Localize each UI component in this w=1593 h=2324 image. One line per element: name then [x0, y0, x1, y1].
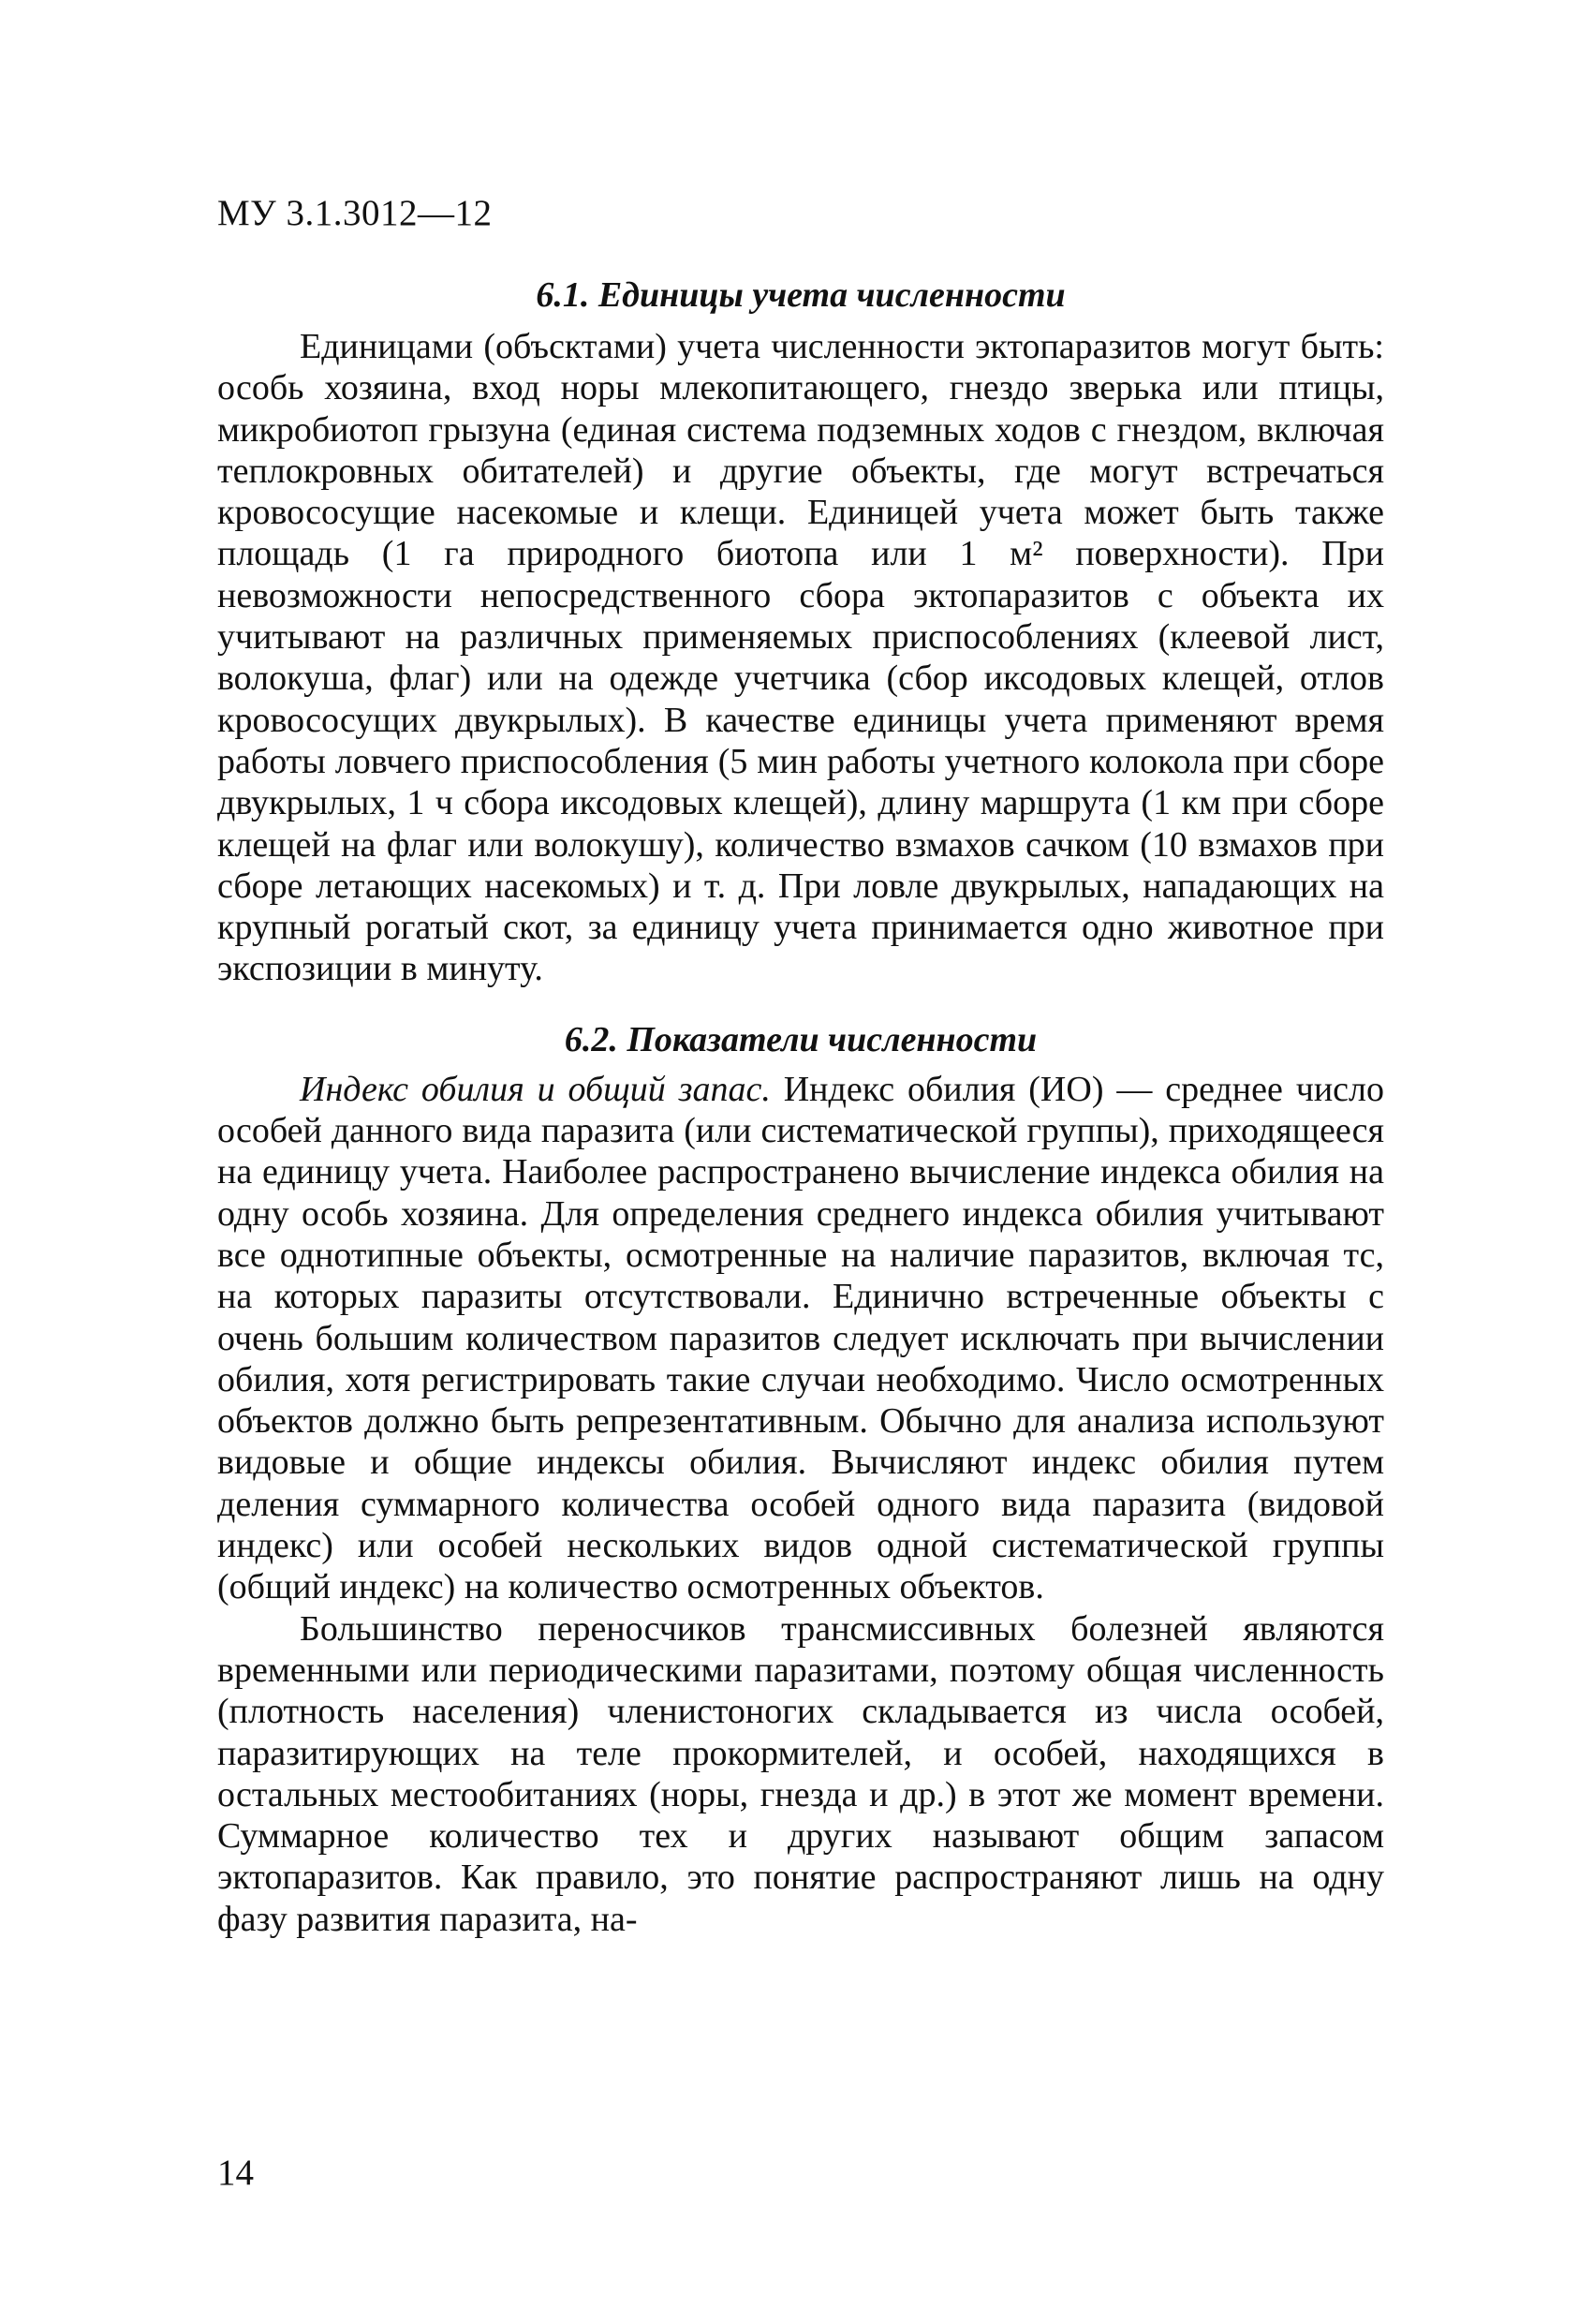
section-6-2-title: 6.2. Показатели численности — [564, 1019, 1038, 1059]
section-6-2-paragraph-2: Большинство переносчиков трансмиссивных болезней являются временными или периодическими паразитами, поэтому общая численность (плотность населения) членистоногих складывается из числа особей, паразитирующих на теле прокормителей, и особей, находящихся в остальных местообитаниях (норы, гнезда и др.) в этот же момент времени. Суммарное количество тех и других называют общим запасом эктопаразитов. Как правило, это понятие распространяют лишь на одну фазу развития паразита, на- — [217, 1608, 1384, 1939]
run-in-heading: Индекс обилия и общий запас. — [300, 1069, 771, 1109]
document-code-header: МУ 3.1.3012—12 — [217, 193, 493, 233]
section-6-1-title: 6.1. Единицы учета численности — [536, 275, 1066, 315]
page-body — [217, 272, 1384, 1940]
paragraph-1-text: Индекс обилия (ИО) — среднее число особей данного вида паразита (или систематической группы), приходящееся на единицу учета. Наиболее распространено вычисление индекса обилия на одну особь хозяина. Для определения среднего индекса обилия учитывают все однотипные объекты, осмотренные на наличие паразитов, включая тс, на которых паразиты отсутствовали. Единично встреченные объекты с очень большим количеством паразитов следует исключать при вычислении обилия, хотя регистрировать такие случаи необходимо. Число осмотренных объектов должно быть репрезентативным. Обычно для анализа используют видовые и общие индексы обилия. Вычисляют индекс обилия путем деления суммарного количества особей одного вида паразита (видовой индекс) или особей нескольких видов одной систематической группы (общий индекс) на количество осмотренных объектов. — [217, 1069, 1384, 1607]
section-6-1-paragraph: Единицами (объсктами) учета численности эктопаразитов могут быть: особь хозяина, вход норы млекопитающего, гнездо зверька или птицы, микробиотоп грызуна (единая система подземных ходов с гнездом, включая теплокровных обитателей) и другие объекты, где могут встречаться кровососущие насекомые и клещи. Единицей учета может быть также площадь (1 га природного биотопа или 1 м² поверхности). При невозможности непосредственного сбора эктопаразитов с объекта их учитывают на различных применяемых приспособлениях (клеевой лист, волокуша, флаг) или на одежде учетчика (сбор иксодовых клещей, отлов кровососущих двукрылых). В качестве единицы учета применяют время работы ловчего приспособления (5 мин работы учетного колокола при сборе двукрылых, 1 ч сбора иксодовых клещей), длину маршрута (1 км при сборе клещей на флаг или волокушу), количество взмахов сачком (10 взмахов при сборе летающих насекомых) и т. д. При ловле двукрылых, нападающих на крупный рогатый скот, за единицу учета принимается одно животное при экспозиции в минуту. — [217, 327, 1384, 989]
page-number: 14 — [217, 2153, 254, 2193]
section-6-2-paragraph-1 — [217, 1069, 1384, 1608]
